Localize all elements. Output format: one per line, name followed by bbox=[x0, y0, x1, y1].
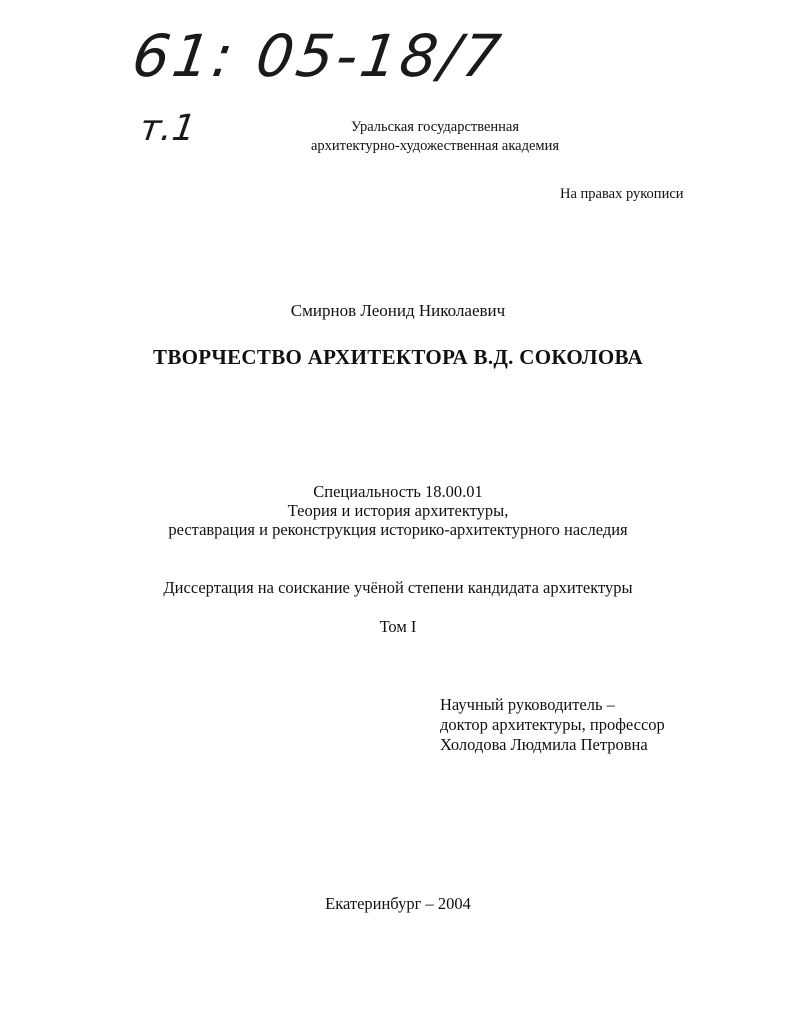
city-year: Екатеринбург – 2004 bbox=[325, 894, 471, 913]
institution-name-line2: архитектурно-художественная академия bbox=[310, 138, 560, 154]
handwritten-catalog-code: 61: 05-18/7 bbox=[128, 22, 508, 90]
author-name: Смирнов Леонид Николаевич bbox=[290, 301, 506, 320]
supervisor-role: Научный руководитель – bbox=[440, 695, 615, 714]
specialty-code: Специальность 18.00.01 bbox=[313, 482, 483, 501]
volume-number: Том I bbox=[379, 617, 417, 636]
supervisor-degree: доктор архитектуры, профессор bbox=[440, 715, 665, 734]
handwritten-volume-mark: т.1 bbox=[137, 108, 199, 149]
thesis-type: Диссертация на соискание учёной степени кандидата архитектуры bbox=[163, 578, 633, 597]
institution-name-line1: Уральская государственная bbox=[350, 119, 520, 135]
supervisor-name: Холодова Людмила Петровна bbox=[440, 735, 648, 754]
specialty-name-line2: реставрация и реконструкция историко-архитектурного наследия bbox=[168, 520, 628, 539]
dissertation-title: ТВОРЧЕСТВО АРХИТЕКТОРА В.Д. СОКОЛОВА bbox=[153, 345, 643, 369]
rights-notice: На правах рукописи bbox=[560, 186, 684, 202]
specialty-name-line1: Теория и история архитектуры, bbox=[287, 501, 509, 520]
